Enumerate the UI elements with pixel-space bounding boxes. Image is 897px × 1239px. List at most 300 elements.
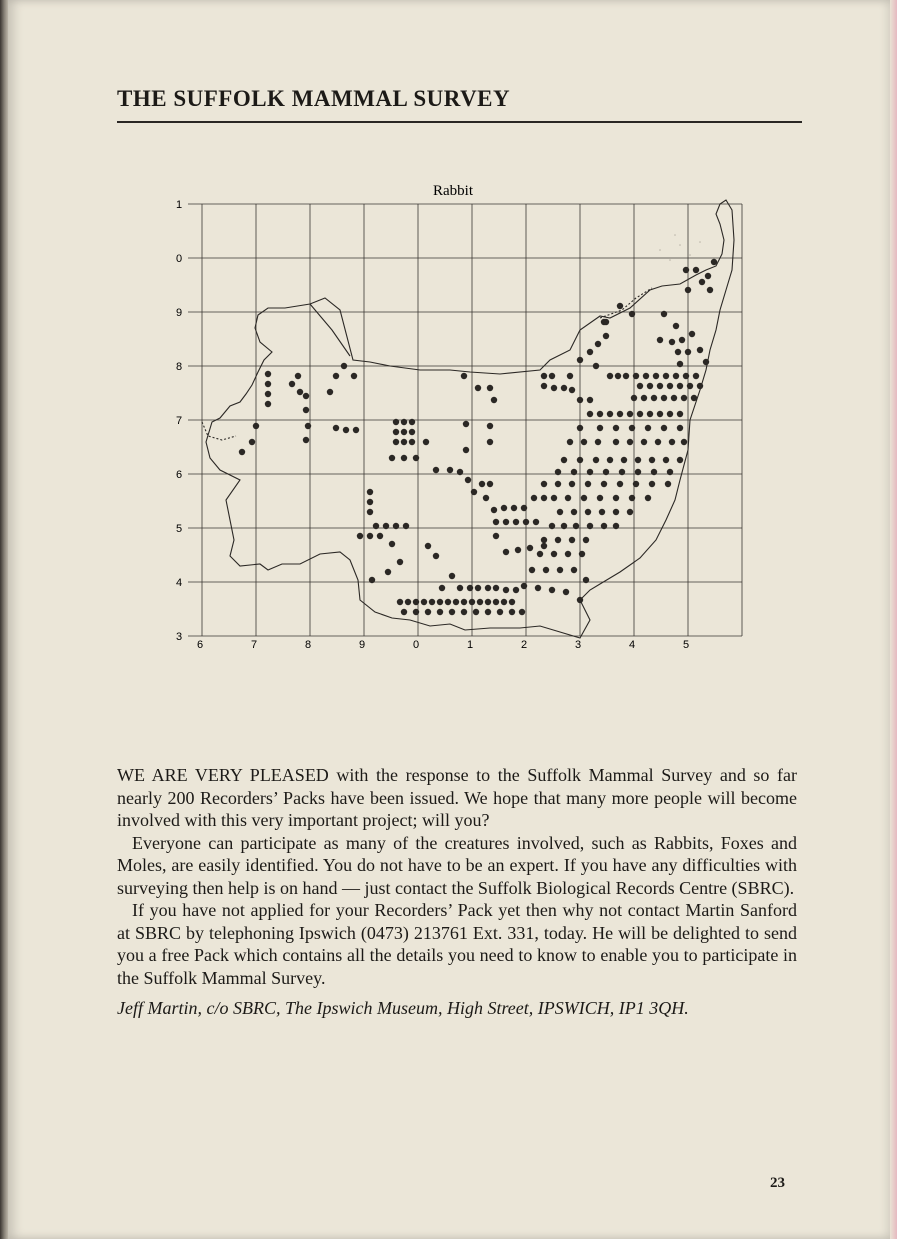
- record-dot: [679, 337, 685, 343]
- record-dot: [393, 439, 399, 445]
- record-dot: [683, 267, 689, 273]
- record-dot: [513, 519, 519, 525]
- record-dot: [691, 395, 697, 401]
- record-dot: [571, 509, 577, 515]
- record-dot: [471, 489, 477, 495]
- record-dot: [583, 577, 589, 583]
- record-dot: [487, 481, 493, 487]
- record-dot: [585, 481, 591, 487]
- author-signature: Jeff Martin, c/o SBRC, The Ipswich Museum, High Street, IPSWICH, IP1 3QH.: [117, 998, 689, 1018]
- record-dot: [595, 439, 601, 445]
- x-tick-label: 4: [629, 639, 636, 651]
- record-dot: [403, 523, 409, 529]
- record-dot: [613, 495, 619, 501]
- record-dot: [643, 373, 649, 379]
- record-dot: [477, 599, 483, 605]
- x-tick-label: 3: [575, 639, 582, 651]
- record-dot: [697, 383, 703, 389]
- record-dot: [697, 347, 703, 353]
- record-dot: [635, 469, 641, 475]
- record-dot: [641, 439, 647, 445]
- record-dot: [487, 439, 493, 445]
- article-body: [117, 764, 797, 1020]
- record-dot: [485, 599, 491, 605]
- record-dot: [521, 583, 527, 589]
- record-dot: [653, 373, 659, 379]
- record-dot: [429, 599, 435, 605]
- record-dot: [549, 523, 555, 529]
- record-dot: [265, 391, 271, 397]
- record-dot: [343, 427, 349, 433]
- page-edge: [890, 0, 897, 1239]
- record-dot: [501, 505, 507, 511]
- record-dot: [571, 469, 577, 475]
- record-dot: [401, 419, 407, 425]
- record-dot: [637, 383, 643, 389]
- page-number: 23: [770, 1175, 785, 1191]
- record-dot: [389, 541, 395, 547]
- record-dot: [353, 427, 359, 433]
- record-dot: [483, 495, 489, 501]
- record-dot: [601, 481, 607, 487]
- record-dot: [493, 519, 499, 525]
- record-dot: [565, 551, 571, 557]
- record-dot: [393, 429, 399, 435]
- record-dot: [461, 599, 467, 605]
- record-dot: [667, 411, 673, 417]
- record-dot: [485, 609, 491, 615]
- record-dot: [475, 585, 481, 591]
- x-tick-labels: [197, 639, 689, 651]
- record-dot: [369, 577, 375, 583]
- record-dot: [627, 509, 633, 515]
- record-dot: [501, 599, 507, 605]
- record-dot: [493, 599, 499, 605]
- record-dot: [529, 567, 535, 573]
- record-dot: [641, 395, 647, 401]
- record-dot: [249, 439, 255, 445]
- record-dot: [613, 509, 619, 515]
- record-dot: [677, 383, 683, 389]
- y-tick-label: 6: [176, 469, 183, 481]
- record-dot: [493, 585, 499, 591]
- record-dot: [439, 585, 445, 591]
- record-dot: [425, 609, 431, 615]
- x-tick-label: 5: [683, 639, 690, 651]
- record-dot: [531, 495, 537, 501]
- record-dot: [367, 489, 373, 495]
- record-dot: [377, 533, 383, 539]
- record-dot: [503, 587, 509, 593]
- record-dot: [541, 481, 547, 487]
- paragraph-1: [117, 764, 797, 832]
- record-dot: [453, 599, 459, 605]
- record-dot: [503, 549, 509, 555]
- record-dot: [297, 389, 303, 395]
- record-dot: [367, 533, 373, 539]
- record-dot: [289, 381, 295, 387]
- record-dot: [677, 457, 683, 463]
- record-dot: [469, 599, 475, 605]
- record-dot: [673, 373, 679, 379]
- record-dot: [557, 567, 563, 573]
- record-dot: [463, 421, 469, 427]
- record-dot: [689, 331, 695, 337]
- record-dot: [333, 425, 339, 431]
- record-dot: [677, 411, 683, 417]
- x-tick-label: 6: [197, 639, 204, 651]
- record-dot: [617, 481, 623, 487]
- record-dot: [467, 585, 473, 591]
- record-dot: [457, 585, 463, 591]
- record-dot: [665, 481, 671, 487]
- record-dot: [607, 411, 613, 417]
- page-title: THE SUFFOLK MAMMAL SURVEY: [117, 86, 511, 111]
- x-tick-label: 1: [467, 639, 474, 651]
- record-dot: [667, 469, 673, 475]
- record-dot: [541, 543, 547, 549]
- record-dot: [633, 481, 639, 487]
- record-dot: [607, 457, 613, 463]
- record-dot: [681, 395, 687, 401]
- record-dot: [673, 323, 679, 329]
- record-dot: [587, 469, 593, 475]
- paragraph-3: If you have not applied for your Recorders’ Pack yet then why not contact Martin Sanford at SBRC by telephoning Ipswich (0473) 213761 Ext. 331, today. He will be delighted to send you a free Pack which contains all the details you need to know to enable you to participate in the Suffolk Mammal Survey.: [117, 900, 797, 988]
- record-dot: [603, 333, 609, 339]
- record-dot: [671, 395, 677, 401]
- record-dot: [655, 439, 661, 445]
- record-dot: [629, 425, 635, 431]
- record-dot: [533, 519, 539, 525]
- record-dot: [577, 397, 583, 403]
- record-dot: [509, 599, 515, 605]
- record-dot: [677, 425, 683, 431]
- record-dot: [551, 385, 557, 391]
- record-dot: [649, 481, 655, 487]
- map-grid: [188, 204, 742, 636]
- record-dot: [569, 537, 575, 543]
- record-dot: [623, 373, 629, 379]
- record-dot: [587, 349, 593, 355]
- record-dot: [511, 505, 517, 511]
- record-dot: [585, 509, 591, 515]
- record-dot: [491, 397, 497, 403]
- record-dot: [401, 455, 407, 461]
- record-dot: [597, 495, 603, 501]
- record-dot: [397, 559, 403, 565]
- record-dot: [627, 411, 633, 417]
- record-dot: [687, 383, 693, 389]
- record-dot: [541, 373, 547, 379]
- record-dot: [637, 411, 643, 417]
- record-dot: [421, 599, 427, 605]
- record-dot: [577, 457, 583, 463]
- record-dot: [573, 523, 579, 529]
- stippled-sea: [659, 234, 701, 261]
- y-tick-label: 5: [176, 523, 183, 535]
- y-tick-label: 7: [176, 415, 183, 427]
- record-dot: [549, 587, 555, 593]
- record-dot: [703, 359, 709, 365]
- record-dot: [509, 609, 515, 615]
- record-dot: [551, 495, 557, 501]
- record-dot: [449, 573, 455, 579]
- record-dot: [401, 439, 407, 445]
- record-dot: [647, 383, 653, 389]
- record-dot: [401, 429, 407, 435]
- record-dot: [577, 357, 583, 363]
- record-dot: [645, 495, 651, 501]
- record-dot: [333, 373, 339, 379]
- record-dot: [645, 425, 651, 431]
- record-dot: [541, 383, 547, 389]
- record-dot: [437, 599, 443, 605]
- record-dot: [265, 381, 271, 387]
- record-dot: [433, 467, 439, 473]
- record-dot: [463, 447, 469, 453]
- record-dot: [603, 319, 609, 325]
- record-dot: [265, 371, 271, 377]
- record-dot: [265, 401, 271, 407]
- record-dot: [447, 467, 453, 473]
- record-dot: [565, 495, 571, 501]
- record-dot: [581, 495, 587, 501]
- record-dot: [491, 507, 497, 513]
- record-dot: [461, 609, 467, 615]
- record-dot: [433, 553, 439, 559]
- record-dot: [579, 551, 585, 557]
- x-tick-label: 9: [359, 639, 366, 651]
- record-dot: [551, 551, 557, 557]
- y-tick-label: 4: [176, 577, 183, 589]
- record-dot: [587, 523, 593, 529]
- record-dot: [597, 411, 603, 417]
- record-dot: [683, 373, 689, 379]
- record-dot: [567, 439, 573, 445]
- record-dot: [327, 389, 333, 395]
- record-dot: [563, 589, 569, 595]
- record-dot: [707, 287, 713, 293]
- record-dot: [497, 609, 503, 615]
- x-tick-label: 8: [305, 639, 312, 651]
- map-title: Rabbit: [433, 183, 473, 199]
- record-dot: [549, 373, 555, 379]
- paragraph-2: Everyone can participate as many of the creatures involved, such as Rabbits, Foxes and Moles, are easily identified. You do not have to be an expert. If you have any difficulties with surveying then help is on hand — just contact the Suffolk Biological Records Centre (SBRC).: [117, 832, 797, 898]
- record-dot: [615, 373, 621, 379]
- y-tick-label: 9: [176, 307, 183, 319]
- record-dot: [409, 429, 415, 435]
- record-dot: [303, 437, 309, 443]
- record-dot: [473, 609, 479, 615]
- record-dot: [661, 425, 667, 431]
- map-svg: [160, 180, 750, 660]
- record-dot: [437, 609, 443, 615]
- record-dot: [503, 519, 509, 525]
- record-dot: [523, 519, 529, 525]
- x-tick-label: 2: [521, 639, 528, 651]
- record-dot: [603, 469, 609, 475]
- record-dot: [693, 373, 699, 379]
- y-tick-label: 0: [176, 253, 183, 265]
- record-dot: [577, 597, 583, 603]
- distribution-map: [160, 180, 750, 660]
- record-dot: [631, 395, 637, 401]
- record-dot: [629, 495, 635, 501]
- record-dot: [657, 411, 663, 417]
- paragraph-1-rest: with the response to the Suffolk Mammal Survey and so far nearly 200 Recorders’ Packs have been issued. We hope that many more people will become involved with this very important project; will you?: [117, 765, 797, 830]
- record-dot: [617, 411, 623, 417]
- record-dot: [601, 523, 607, 529]
- record-dot: [669, 439, 675, 445]
- record-dot: [519, 609, 525, 615]
- title-rule: [117, 121, 802, 123]
- record-dot: [461, 373, 467, 379]
- record-dot: [393, 419, 399, 425]
- y-tick-label: 1: [176, 199, 183, 211]
- record-dot: [479, 481, 485, 487]
- record-dot: [397, 599, 403, 605]
- record-dot: [475, 385, 481, 391]
- record-dot: [383, 523, 389, 529]
- record-dot: [367, 499, 373, 505]
- record-dot: [543, 567, 549, 573]
- record-dot: [619, 469, 625, 475]
- y-tick-labels: [176, 199, 182, 643]
- record-dot: [521, 505, 527, 511]
- record-dot: [593, 457, 599, 463]
- record-dot: [253, 423, 259, 429]
- paragraph-1-lead: WE ARE VERY PLEASED: [117, 765, 329, 785]
- record-dot: [239, 449, 245, 455]
- record-dot: [555, 537, 561, 543]
- record-dot: [423, 439, 429, 445]
- record-dot: [389, 455, 395, 461]
- record-dot: [569, 387, 575, 393]
- record-dot: [413, 599, 419, 605]
- record-dot: [587, 397, 593, 403]
- record-dot: [409, 439, 415, 445]
- record-dot: [669, 339, 675, 345]
- record-dot: [373, 523, 379, 529]
- record-dot: [413, 609, 419, 615]
- record-dot: [593, 363, 599, 369]
- record-dot: [621, 457, 627, 463]
- record-dot: [635, 457, 641, 463]
- record-dot: [607, 373, 613, 379]
- record-dot: [649, 457, 655, 463]
- record-dot: [409, 419, 415, 425]
- record-dot: [583, 537, 589, 543]
- record-dot: [555, 481, 561, 487]
- record-dot: [571, 567, 577, 573]
- record-dot: [699, 279, 705, 285]
- record-dot: [457, 469, 463, 475]
- record-dot: [581, 439, 587, 445]
- record-dot: [577, 425, 583, 431]
- record-dot: [597, 425, 603, 431]
- record-dot: [535, 585, 541, 591]
- county-boundary: [202, 200, 734, 638]
- record-dot: [351, 373, 357, 379]
- record-dot: [663, 373, 669, 379]
- record-dot: [647, 411, 653, 417]
- record-dot: [661, 311, 667, 317]
- record-dot: [561, 523, 567, 529]
- x-tick-label: 7: [251, 639, 258, 651]
- record-dot: [449, 609, 455, 615]
- record-dot: [385, 569, 391, 575]
- record-dot: [393, 523, 399, 529]
- record-dot: [405, 599, 411, 605]
- record-dot: [487, 423, 493, 429]
- record-dot: [303, 407, 309, 413]
- record-dot: [667, 383, 673, 389]
- record-dot: [685, 287, 691, 293]
- record-dot: [295, 373, 301, 379]
- record-dot: [599, 509, 605, 515]
- record-dot: [587, 411, 593, 417]
- record-dot: [595, 341, 601, 347]
- record-dot: [541, 495, 547, 501]
- record-dot: [445, 599, 451, 605]
- record-dot: [425, 543, 431, 549]
- record-dot: [661, 395, 667, 401]
- record-dot: [663, 457, 669, 463]
- record-dot: [657, 337, 663, 343]
- record-dot: [527, 545, 533, 551]
- record-dot: [677, 361, 683, 367]
- record-dot: [681, 439, 687, 445]
- record-dot: [537, 551, 543, 557]
- record-dot: [487, 385, 493, 391]
- record-dot: [627, 439, 633, 445]
- record-dot: [651, 469, 657, 475]
- record-dot: [705, 273, 711, 279]
- record-dot: [561, 385, 567, 391]
- record-dot: [567, 373, 573, 379]
- record-dot: [613, 523, 619, 529]
- x-tick-label: 0: [413, 639, 420, 651]
- record-dot: [561, 457, 567, 463]
- record-dot: [711, 259, 717, 265]
- record-dot: [613, 439, 619, 445]
- record-dot: [413, 455, 419, 461]
- record-dot: [515, 547, 521, 553]
- record-dot: [651, 395, 657, 401]
- record-dot: [685, 349, 691, 355]
- y-tick-label: 3: [176, 631, 183, 643]
- record-dot: [541, 537, 547, 543]
- record-dot: [693, 267, 699, 273]
- record-dot: [401, 609, 407, 615]
- record-dot: [493, 533, 499, 539]
- record-dot: [557, 509, 563, 515]
- record-dot: [617, 303, 623, 309]
- record-dot: [357, 533, 363, 539]
- record-dot: [633, 373, 639, 379]
- record-dot: [303, 393, 309, 399]
- record-dot: [341, 363, 347, 369]
- record-dot: [485, 585, 491, 591]
- record-dot: [613, 425, 619, 431]
- record-dot: [513, 587, 519, 593]
- record-dot: [555, 469, 561, 475]
- record-dot: [675, 349, 681, 355]
- record-dot: [305, 423, 311, 429]
- y-tick-label: 8: [176, 361, 183, 373]
- record-dot: [657, 383, 663, 389]
- record-dot: [367, 509, 373, 515]
